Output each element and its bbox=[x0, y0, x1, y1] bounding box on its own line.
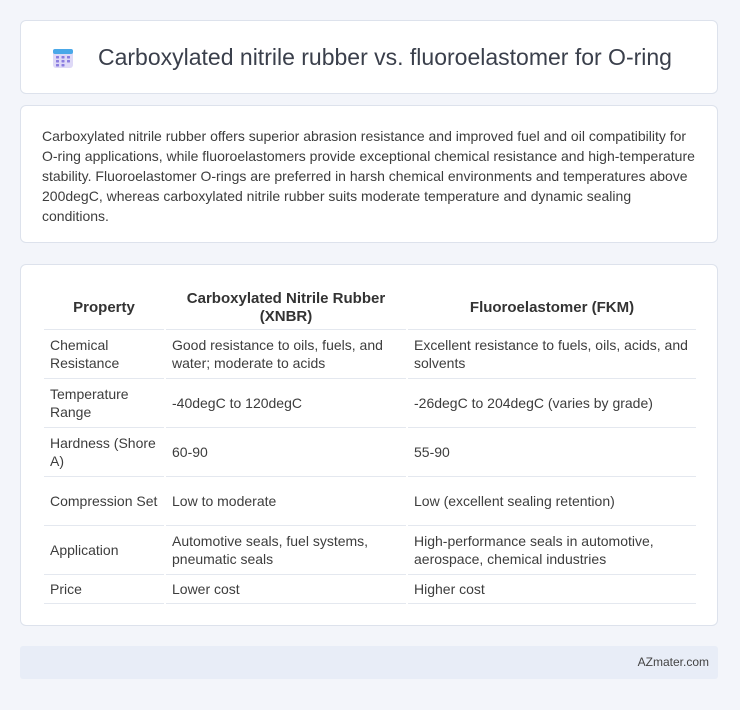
table-row bbox=[44, 427, 696, 476]
cell-fkm: 55-90 bbox=[408, 427, 696, 476]
table-row bbox=[44, 329, 696, 378]
cell-property: Chemical Resistance bbox=[44, 329, 164, 378]
comparison-table bbox=[42, 285, 698, 604]
table-header-row bbox=[44, 285, 696, 329]
cell-fkm: Higher cost bbox=[408, 574, 696, 604]
cell-fkm: -26degC to 204degC (varies by grade) bbox=[408, 378, 696, 427]
table-row bbox=[44, 574, 696, 604]
page-title: Carboxylated nitrile rubber vs. fluoroelastomer for O-ring bbox=[98, 44, 672, 70]
cell-property: Compression Set bbox=[44, 476, 164, 525]
table-row bbox=[44, 476, 696, 525]
header-fkm: Fluoroelastomer (FKM) bbox=[469, 299, 635, 316]
calendar-icon bbox=[51, 46, 75, 70]
cell-property: Temperature Range bbox=[44, 378, 164, 427]
title-card bbox=[20, 20, 718, 94]
cell-xnbr: Lower cost bbox=[166, 574, 406, 604]
cell-xnbr: 60-90 bbox=[166, 427, 406, 476]
cell-xnbr: Automotive seals, fuel systems, pneumatic seals bbox=[166, 525, 406, 574]
header-xnbr: Carboxylated Nitrile Rubber (XNBR) bbox=[186, 290, 386, 325]
cell-property: Application bbox=[44, 525, 164, 574]
summary-text: Carboxylated nitrile rubber offers superior abrasion resistance and improved fuel and oil compatibility for O-ring applications, while fluoroelastomers provide exceptional chemical resistance and high-temperature stability. Fluoroelastomer O-rings are preferred in harsh chemical environments and temperatures above 200degC, whereas carboxylated nitrile rubber suits moderate temperature and dynamic sealing conditions. bbox=[42, 128, 695, 224]
cell-xnbr: Good resistance to oils, fuels, and water; moderate to acids bbox=[166, 329, 406, 378]
header-property: Property bbox=[73, 299, 135, 316]
table-row bbox=[44, 378, 696, 427]
cell-xnbr: Low to moderate bbox=[166, 476, 406, 525]
cell-property: Hardness (Shore A) bbox=[44, 427, 164, 476]
cell-fkm: High-performance seals in automotive, aerospace, chemical industries bbox=[408, 525, 696, 574]
footer-bar bbox=[20, 646, 718, 679]
summary-card bbox=[20, 105, 718, 243]
cell-property: Price bbox=[44, 574, 164, 604]
cell-fkm: Low (excellent sealing retention) bbox=[408, 476, 696, 525]
cell-fkm: Excellent resistance to fuels, oils, acids, and solvents bbox=[408, 329, 696, 378]
comparison-card bbox=[20, 264, 718, 626]
footer-brand[interactable]: AZmater.com bbox=[637, 655, 709, 669]
table-row bbox=[44, 525, 696, 574]
cell-xnbr: -40degC to 120degC bbox=[166, 378, 406, 427]
